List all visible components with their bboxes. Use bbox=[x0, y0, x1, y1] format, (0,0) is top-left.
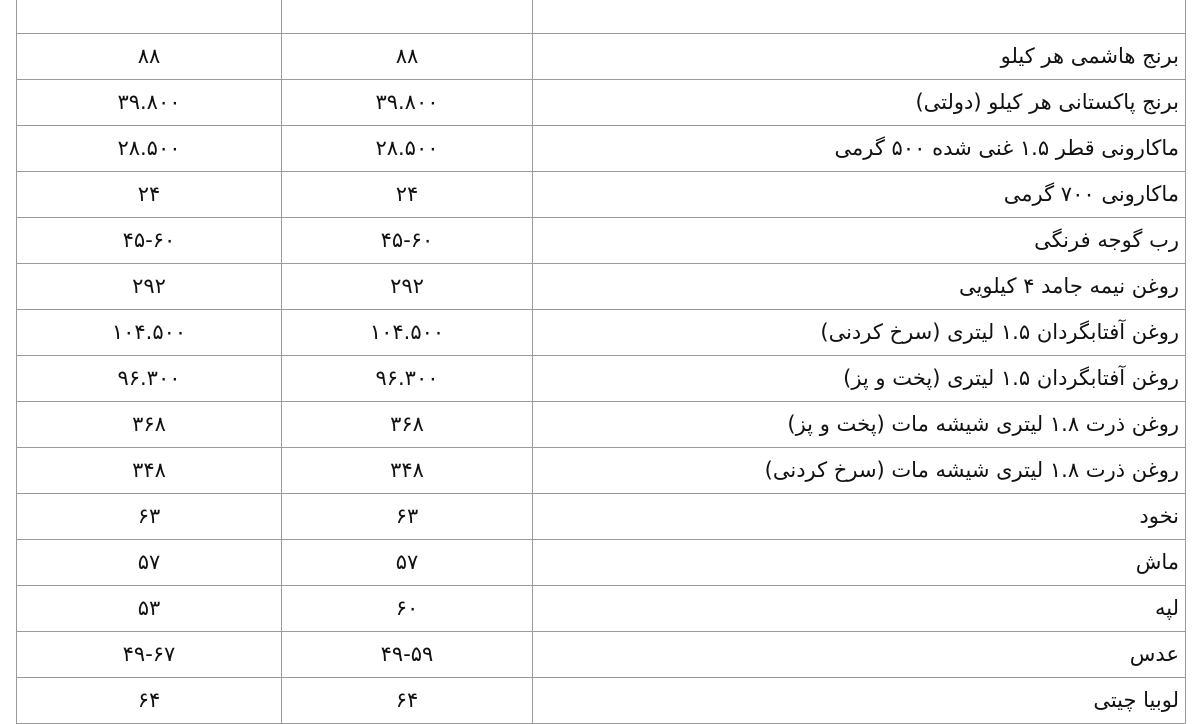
table-row bbox=[17, 80, 1186, 126]
price-cell-a: ۲۸.۵۰۰ bbox=[282, 126, 533, 172]
item-name-cell: لپه bbox=[533, 586, 1186, 632]
price-cell-a: ۹۶.۳۰۰ bbox=[282, 356, 533, 402]
price-cell-b: ۲۴ bbox=[17, 172, 282, 218]
price-cell-b: ۳۹.۸۰۰ bbox=[17, 80, 282, 126]
item-name-cell: روغن آفتابگردان ۱.۵ لیتری (سرخ کردنی) bbox=[533, 310, 1186, 356]
item-name-cell: لوبیا چیتی bbox=[533, 678, 1186, 724]
table-row bbox=[17, 172, 1186, 218]
price-table-body bbox=[17, 0, 1186, 724]
table-row bbox=[17, 218, 1186, 264]
table-row bbox=[17, 678, 1186, 724]
price-cell-a: ۲۹۲ bbox=[282, 264, 533, 310]
item-name-cell: روغن آفتابگردان ۱.۵ لیتری (پخت و پز) bbox=[533, 356, 1186, 402]
price-cell-a: ۶۴ bbox=[282, 678, 533, 724]
price-cell-a: ۱۰۴.۵۰۰ bbox=[282, 310, 533, 356]
item-name-cell: روغن نیمه جامد ۴ کیلویی bbox=[533, 264, 1186, 310]
table-row bbox=[17, 632, 1186, 678]
table-row bbox=[17, 264, 1186, 310]
table-row bbox=[17, 310, 1186, 356]
price-cell-a: ۳۶۸ bbox=[282, 402, 533, 448]
price-cell-a: ۵۷ bbox=[282, 540, 533, 586]
table-row bbox=[17, 356, 1186, 402]
item-name-cell: روغن ذرت ۱.۸ لیتری شیشه مات (پخت و پز) bbox=[533, 402, 1186, 448]
price-cell-b: ۵۷ bbox=[17, 540, 282, 586]
item-name-cell: ماکارونی ۷۰۰ گرمی bbox=[533, 172, 1186, 218]
table-row bbox=[17, 540, 1186, 586]
item-name-cell: روغن ذرت ۱.۸ لیتری شیشه مات (سرخ کردنی) bbox=[533, 448, 1186, 494]
price-cell-a: ۶۰ bbox=[282, 586, 533, 632]
price-cell-b: ۳۴۸ bbox=[17, 448, 282, 494]
price-cell-a: ۳۹.۸۰۰ bbox=[282, 80, 533, 126]
table-row bbox=[17, 448, 1186, 494]
item-name-cell bbox=[533, 0, 1186, 34]
price-cell-b: ۴۵-۶۰ bbox=[17, 218, 282, 264]
price-cell-b: ۹۶.۳۰۰ bbox=[17, 356, 282, 402]
price-cell-b: ۱۰۴.۵۰۰ bbox=[17, 310, 282, 356]
price-cell-b: ۸۸ bbox=[17, 34, 282, 80]
item-name-cell: برنج هاشمی هر کیلو bbox=[533, 34, 1186, 80]
item-name-cell: ماش bbox=[533, 540, 1186, 586]
item-name-cell: برنج پاکستانی هر کیلو (دولتی) bbox=[533, 80, 1186, 126]
table-row bbox=[17, 126, 1186, 172]
table-row bbox=[17, 0, 1186, 34]
price-cell-a: ۴۹-۵۹ bbox=[282, 632, 533, 678]
price-cell-b: ۶۳ bbox=[17, 494, 282, 540]
price-cell-a: ۸۸ bbox=[282, 34, 533, 80]
table-row bbox=[17, 34, 1186, 80]
price-cell-b: ۴۹-۶۷ bbox=[17, 632, 282, 678]
item-name-cell: ماکارونی قطر ۱.۵ غنی شده ۵۰۰ گرمی bbox=[533, 126, 1186, 172]
price-cell-a bbox=[282, 0, 533, 34]
price-cell-a: ۴۵-۶۰ bbox=[282, 218, 533, 264]
price-cell-a: ۲۴ bbox=[282, 172, 533, 218]
item-name-cell: نخود bbox=[533, 494, 1186, 540]
price-cell-b: ۵۳ bbox=[17, 586, 282, 632]
table-row bbox=[17, 494, 1186, 540]
price-cell-a: ۳۴۸ bbox=[282, 448, 533, 494]
table-row bbox=[17, 586, 1186, 632]
price-cell-b: ۲۸.۵۰۰ bbox=[17, 126, 282, 172]
price-cell-b: ۲۹۲ bbox=[17, 264, 282, 310]
price-table bbox=[16, 0, 1186, 724]
price-cell-a: ۶۳ bbox=[282, 494, 533, 540]
item-name-cell: رب گوجه فرنگی bbox=[533, 218, 1186, 264]
item-name-cell: عدس bbox=[533, 632, 1186, 678]
price-cell-b: ۳۶۸ bbox=[17, 402, 282, 448]
price-cell-b bbox=[17, 0, 282, 34]
table-row bbox=[17, 402, 1186, 448]
price-cell-b: ۶۴ bbox=[17, 678, 282, 724]
